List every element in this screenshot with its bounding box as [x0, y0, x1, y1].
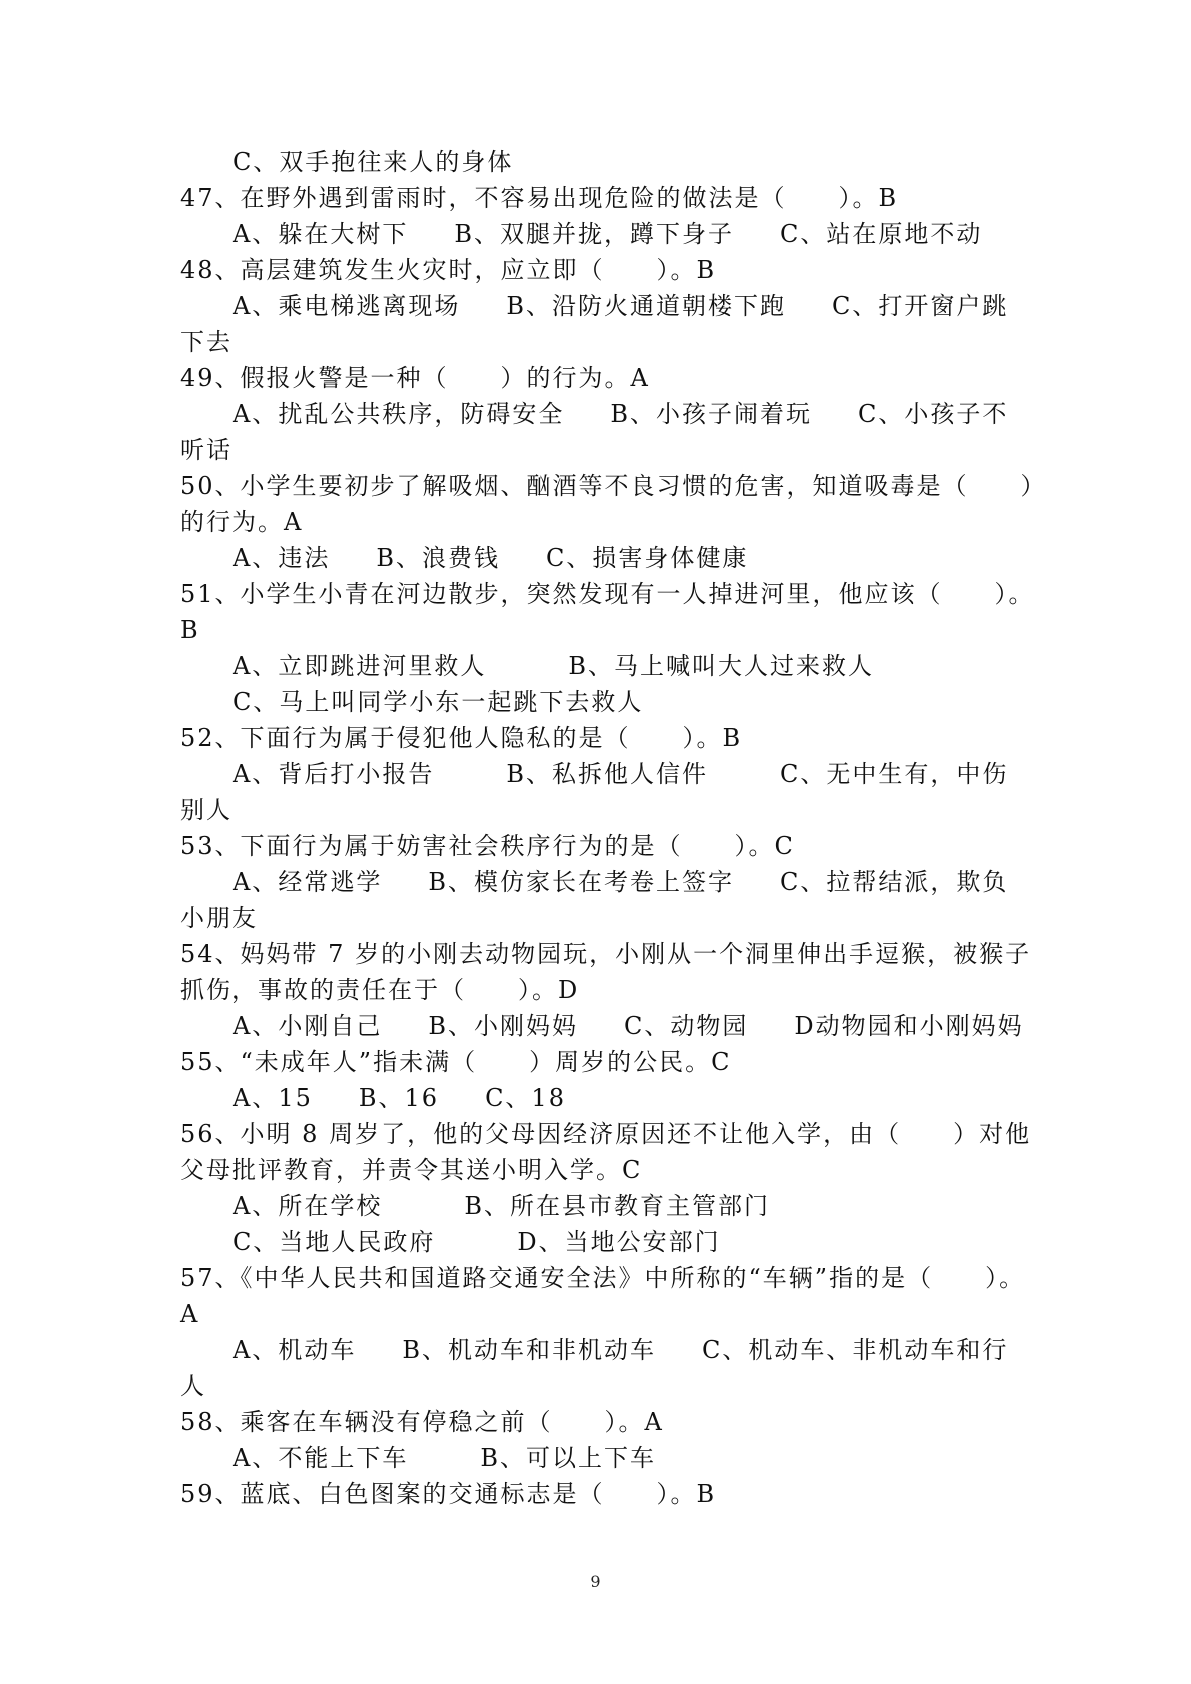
q56-stem-continuation: 父母批评教育，并责令其送小明入学。C — [180, 1156, 643, 1184]
q53-stem: 53、下面行为属于妨害社会秩序行为的是（ ）。C — [180, 832, 795, 860]
q52-continuation: 别人 — [180, 796, 232, 824]
q58-options — [233, 1440, 1033, 1476]
q57-answer: A — [180, 1300, 200, 1328]
q55-option-c: C、18 — [485, 1084, 566, 1112]
q57-options — [233, 1332, 1033, 1368]
page-number: 9 — [590, 1572, 601, 1591]
q56-option-d: D、当地公安部门 — [517, 1228, 721, 1256]
q50-option-a: A、违法 — [233, 544, 331, 572]
q49-option-b: B、小孩子闹着玩 — [610, 400, 812, 428]
q51-options — [233, 648, 1033, 684]
q55-option-a: A、15 — [233, 1084, 313, 1112]
q51-stem: 51、小学生小青在河边散步，突然发现有一人掉进河里，他应该（ ）。 — [180, 580, 1035, 608]
q49-continuation: 听话 — [180, 436, 232, 464]
q48-option-b: B、沿防火通道朝楼下跑 — [506, 292, 786, 320]
q48-stem: 48、高层建筑发生火灾时，应立即（ ）。B — [180, 256, 717, 284]
q47-option-a: A、躲在大树下 — [233, 220, 409, 248]
q48-option-c: C、打开窗户跳 — [831, 292, 1009, 320]
q48-continuation: 下去 — [180, 328, 232, 356]
q50-stem-continuation: 的行为。A — [180, 508, 304, 536]
q53-option-b: B、模仿家长在考卷上签字 — [428, 868, 734, 896]
q48-option-a: A、乘电梯逃离现场 — [233, 292, 461, 320]
q59-stem: 59、蓝底、白色图案的交通标志是（ ）。B — [180, 1480, 717, 1508]
q53-options — [233, 864, 1033, 900]
q54-stem-continuation: 抓伤，事故的责任在于（ ）。D — [180, 976, 580, 1004]
q57-option-b: B、机动车和非机动车 — [402, 1336, 656, 1364]
q58-stem: 58、乘客在车辆没有停稳之前（ ）。A — [180, 1408, 664, 1436]
q52-option-c: C、无中生有，中伤 — [779, 760, 1009, 788]
q52-option-a: A、背后打小报告 — [233, 760, 435, 788]
q50-stem: 50、小学生要初步了解吸烟、酗酒等不良习惯的危害，知道吸毒是（ ） — [180, 472, 1047, 500]
q55-option-b: B、16 — [358, 1084, 440, 1112]
q48-options — [233, 288, 1033, 324]
q53-option-a: A、经常逃学 — [233, 868, 383, 896]
q49-options — [233, 396, 1033, 432]
q54-option-a: A、小刚自己 — [233, 1012, 383, 1040]
q52-options — [233, 756, 1033, 792]
q58-option-b: B、可以上下车 — [480, 1444, 656, 1472]
q50-options — [233, 540, 1033, 576]
q51-answer: B — [180, 616, 200, 644]
q57-stem: 57、《中华人民共和国道路交通安全法》中所称的“车辆”指的是（ ）。 — [180, 1264, 1026, 1292]
q54-stem: 54、妈妈带 7 岁的小刚去动物园玩，小刚从一个洞里伸出手逗猴，被猴子 — [180, 940, 1032, 968]
q57-continuation: 人 — [180, 1372, 206, 1400]
q55-stem: 55、“未成年人”指未满（ ）周岁的公民。C — [180, 1048, 732, 1076]
q54-option-d: D动物园和小刚妈妈 — [794, 1012, 1024, 1040]
q52-stem: 52、下面行为属于侵犯他人隐私的是（ ）。B — [180, 724, 743, 752]
q50-option-b: B、浪费钱 — [376, 544, 500, 572]
q56-option-b: B、所在县市教育主管部门 — [464, 1192, 770, 1220]
q50-option-c: C、损害身体健康 — [545, 544, 749, 572]
q51-option-a: A、立即跳进河里救人 — [233, 652, 487, 680]
q51-option-b: B、马上喊叫大人过来救人 — [568, 652, 874, 680]
q47-options — [233, 216, 1033, 252]
q54-option-c: C、动物园 — [623, 1012, 749, 1040]
q56-option-a: A、所在学校 — [233, 1192, 383, 1220]
q56-options-row1 — [233, 1188, 1033, 1224]
q53-option-c: C、拉帮结派，欺负 — [779, 868, 1009, 896]
q54-option-b: B、小刚妈妈 — [428, 1012, 578, 1040]
q57-option-a: A、机动车 — [233, 1336, 357, 1364]
q49-option-a: A、扰乱公共秩序，防碍安全 — [233, 400, 565, 428]
q52-option-b: B、私拆他人信件 — [506, 760, 708, 788]
q49-option-c: C、小孩子不 — [857, 400, 1009, 428]
q56-option-c: C、当地人民政府 — [233, 1228, 436, 1256]
q47-stem: 47、在野外遇到雷雨时，不容易出现危险的做法是（ ）。B — [180, 184, 899, 212]
q46-option-c: C、双手抱往来人的身体 — [233, 148, 514, 176]
q56-options-row2 — [233, 1224, 1033, 1260]
q58-option-a: A、不能上下车 — [233, 1444, 409, 1472]
q47-option-c: C、站在原地不动 — [779, 220, 983, 248]
q47-option-b: B、双腿并拢，蹲下身子 — [454, 220, 734, 248]
q57-option-c: C、机动车、非机动车和行 — [701, 1336, 1009, 1364]
q56-stem: 56、小明 8 周岁了，他的父母因经济原因还不让他入学，由（ ）对他 — [180, 1120, 1032, 1148]
q54-options — [233, 1008, 1033, 1044]
q53-continuation: 小朋友 — [180, 904, 258, 932]
q55-options — [233, 1080, 1033, 1116]
q51-option-c: C、马上叫同学小东一起跳下去救人 — [233, 688, 644, 716]
q49-stem: 49、假报火警是一种（ ）的行为。A — [180, 364, 650, 392]
